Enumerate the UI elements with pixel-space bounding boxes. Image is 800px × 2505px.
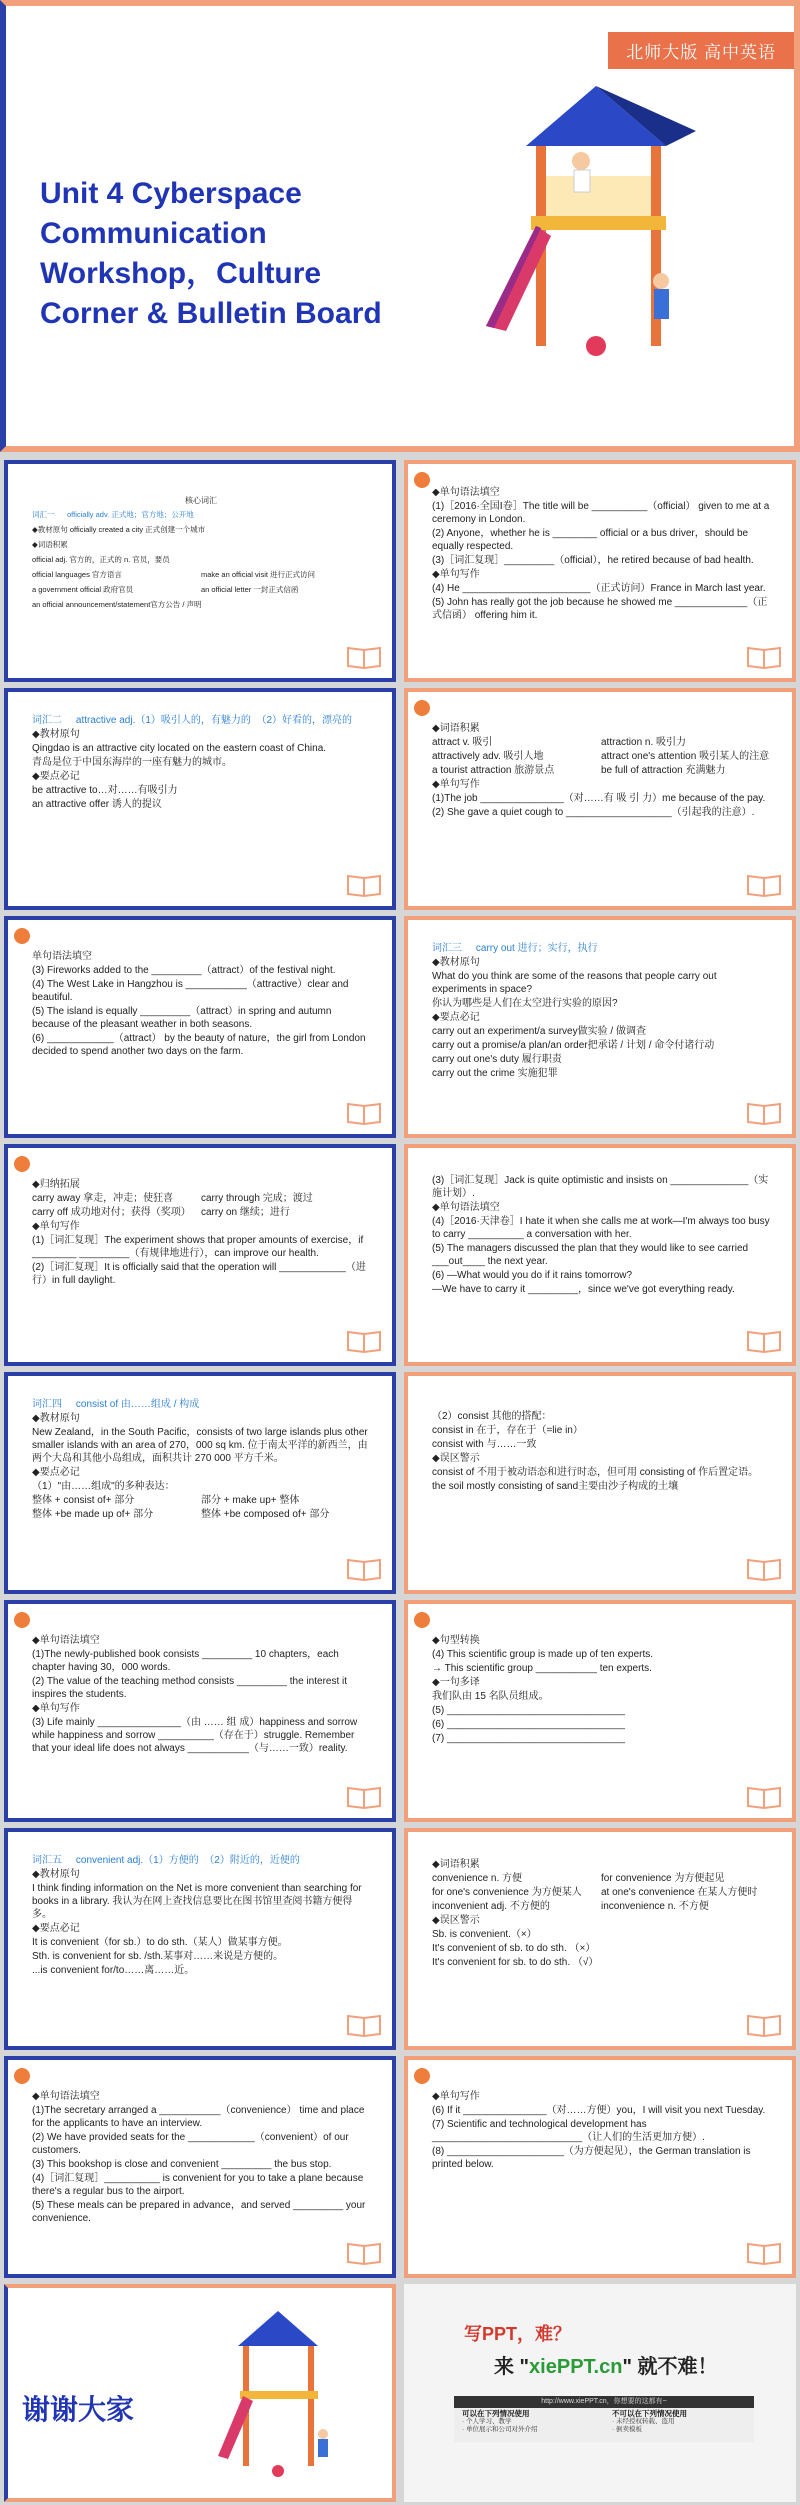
text-line: ◆误区警示 xyxy=(432,1453,480,1464)
text-line: ◆句型转换 xyxy=(432,1635,480,1646)
book-icon xyxy=(346,872,382,898)
text-line: It's convenient for sb. to do sth. （√） xyxy=(432,1957,599,1968)
thanks-text: 谢谢大家 xyxy=(22,2394,135,2425)
text-line: ◆单句写作 xyxy=(432,779,480,790)
text-line: ◆单句语法填空 xyxy=(32,1635,100,1646)
unit-title: Unit 4 Cyberspace Communication Workshop，Culture Corner & Bulletin Board xyxy=(40,177,382,330)
text-line: ◆教材原句 xyxy=(32,1869,80,1880)
text-line: ◆教材原句 xyxy=(32,729,80,740)
slide-convenient-vocab[interactable] xyxy=(4,1828,396,2050)
text-line: inconvenient adj. 不方便的 xyxy=(432,1901,550,1912)
book-icon xyxy=(346,2240,382,2266)
text-line: → This scientific group ___________ ten experts. xyxy=(432,1663,652,1674)
book-icon xyxy=(746,1556,782,1582)
slide-consist-exercises[interactable] xyxy=(4,1600,396,1822)
text-line: (1)［2016·全国Ⅰ卷］The title will be __________（official） given to me at a ceremony in London. xyxy=(432,501,773,525)
text-line: (1)The secretary arranged a ___________（convenience） time and place for the applicants to have an interview. xyxy=(32,2105,368,2129)
text-line: What do you think are some of the reasons that people carry out experiments in space? xyxy=(432,971,720,995)
text-line: an attractive offer 诱人的提议 xyxy=(32,799,162,810)
text-line: for one's convenience 为方便某人 xyxy=(432,1887,582,1898)
slide-consist-translation[interactable] xyxy=(404,1600,796,1822)
slide-attractive-vocab[interactable] xyxy=(4,688,396,910)
text-line: (1)The job _______________（对……有 吸 引 力）me because of the pay. xyxy=(432,793,766,804)
word-title: 词汇一 officially adv. 正式地；官方地；公开地 xyxy=(32,510,194,519)
text-line: ◆要点必记 xyxy=(432,1012,480,1023)
text-line: (1)The newly-published book consists _________ 10 chapters，each chapter having 30，000 words. xyxy=(32,1649,342,1673)
book-icon xyxy=(746,1100,782,1126)
text-line: (5) These meals can be prepared in advance，and served _________ your convenience. xyxy=(32,2200,369,2224)
text-line: consist of 不用于被动语态和进行时态，但可用 consisting of 作后置定语。 xyxy=(432,1467,759,1478)
playground-slide-illustration xyxy=(218,2306,368,2486)
slide-carry-exercises[interactable] xyxy=(404,1144,796,1366)
text-line: (2) The value of the teaching method consists _________ the interest it inspires the students. xyxy=(32,1676,350,1700)
text-line: (6) —What would you do if it rains tomorrow? xyxy=(432,1270,633,1281)
text-line: attract one's attention 吸引某人的注意 xyxy=(601,751,770,762)
book-icon xyxy=(346,644,382,670)
text-line: (6) ____________（attract） by the beauty of nature，the girl from London decided to spend another two days on the farm. xyxy=(32,1033,369,1057)
text-line: (4) He _______________________（正式访问）France in March last year. xyxy=(432,583,766,594)
bullet-dot-icon xyxy=(14,2068,30,2084)
book-icon xyxy=(746,2012,782,2038)
text-line: ◆归纳拓展 xyxy=(32,1179,80,1190)
bullet-dot-icon xyxy=(414,472,430,488)
text-line: ◆一句多译 xyxy=(432,1677,480,1688)
text-line: (7) ________________________________ xyxy=(432,1733,625,1744)
slide-officially-vocab[interactable] xyxy=(4,460,396,682)
ad-allowed-title: 可以在下列情况使用 xyxy=(462,2409,530,2418)
bullet-dot-icon xyxy=(414,700,430,716)
text-line: It's convenient of sb. to do sth. （×） xyxy=(432,1943,596,1954)
cover-slide[interactable] xyxy=(0,0,800,452)
text-line: consist with 与……一致 xyxy=(432,1439,537,1450)
ad-forbidden-title: 不可以在下列情况使用 xyxy=(612,2409,687,2418)
text-line: (4) This scientific group is made up of ten experts. xyxy=(432,1649,654,1660)
text-line: an official letter 一封正式信函 xyxy=(201,585,299,594)
text-line: (3) Fireworks added to the _________（attract）of the festival night. xyxy=(32,965,336,976)
text-line: (3) This bookshop is close and convenient _________ the bus stop. xyxy=(32,2159,332,2170)
text-line: carry out an experiment/a survey做实验 / 做调查 xyxy=(432,1026,646,1037)
text-line: ◆单句语法填空 xyxy=(432,1202,500,1213)
book-icon xyxy=(746,644,782,670)
bullet-dot-icon xyxy=(414,1612,430,1628)
text-line: (1)［词汇复现］The experiment shows that proper amounts of exercise，if ________ _________（有规律地进行），can improve our health. xyxy=(32,1235,367,1259)
text-line: an official announcement/statement官方公告 / 声明 xyxy=(32,600,202,609)
text-line: ◆单句写作 xyxy=(32,1221,80,1232)
text-line: (5) John has really got the job because he showed me _____________（正式信函） offering him it. xyxy=(432,597,768,621)
text-line: ◆要点必记 xyxy=(32,771,80,782)
ad-usage-panel xyxy=(454,2408,754,2442)
text-line: for convenience 为方便起见 xyxy=(601,1873,725,1884)
bullet-dot-icon xyxy=(14,1612,30,1628)
ad-allowed-text: · 个人学习、教学 · 单位展示和公司对外介绍 xyxy=(462,2418,538,2433)
book-icon xyxy=(346,1100,382,1126)
ad-headline: 写PPT，难？ xyxy=(464,2324,572,2344)
ad-forbidden-text: · 未经授权转载、盗用 · 倒卖模板 xyxy=(612,2418,675,2433)
text-line: be attractive to…对……有吸引力 xyxy=(32,785,178,796)
text-line: inconvenience n. 不方便 xyxy=(601,1901,709,1912)
text-line: I think finding information on the Net is more convenient than searching for books in a library. 我认为在网上查找信息要比在图书馆里查阅书籍方便得多。 xyxy=(32,1883,365,1920)
text-line: (6) If it _______________（对……方便）you，I will visit you next Tuesday. xyxy=(432,2105,766,2116)
word-title: 词汇五 convenient adj.（1）方便的 （2）附近的，近便的 xyxy=(32,1855,300,1866)
text-line: ◆教材原句 xyxy=(432,957,480,968)
text-line: the soil mostly consisting of sand主要由沙子构成的土壤 xyxy=(432,1481,679,1492)
text-line: 整体 +be made up of+ 部分 xyxy=(32,1509,154,1520)
slide-convenient-exercises[interactable] xyxy=(4,2056,396,2278)
text-line: carry through 完成；渡过 xyxy=(201,1193,313,1204)
book-icon xyxy=(746,1784,782,1810)
text-line: attract v. 吸引 xyxy=(432,737,493,748)
text-line: Qingdao is an attractive city located on the eastern coast of China. xyxy=(32,743,327,754)
text-line: It is convenient（for sb.）to do sth.（某人）做某事方便。 xyxy=(32,1937,288,1948)
section-heading: 核心词汇 xyxy=(185,496,217,505)
word-title: 词汇三 carry out 进行；实行，执行 xyxy=(432,943,598,954)
text-line: (4) The West Lake in Hangzhou is ___________（attractive）clear and beautiful. xyxy=(32,979,352,1003)
ad-url-bar: http://www.xiePPT.cn，你想要的这都有~ xyxy=(454,2396,754,2408)
text-line: Sb. is convenient.（×） xyxy=(432,1929,537,1940)
text-line: (6) ________________________________ xyxy=(432,1719,625,1730)
text-line: carry away 拿走，冲走；使狂喜 xyxy=(32,1193,174,1204)
text-line: Sth. is convenient for sb. /sth.某事对……来说是方便的。 xyxy=(32,1951,284,1962)
text-line: (3)［词汇复现］_________（official），he retired because of bad health. xyxy=(432,555,754,566)
text-line: at one's convenience 在某人方便时 xyxy=(601,1887,758,1898)
text-line: (8) _____________________（为方便起见），the German translation is printed below. xyxy=(432,2146,754,2170)
text-line: carry out the crime 实施犯罪 xyxy=(432,1068,558,1079)
bullet-dot-icon xyxy=(14,1156,30,1172)
text-line: carry out a promise/a plan/an order把承诺 / 计划 / 命令付诸行动 xyxy=(432,1040,715,1051)
slide-consist-of-vocab[interactable] xyxy=(4,1372,396,1594)
text-line: carry off 成功地对付；获得（奖项） xyxy=(32,1207,191,1218)
text-line: a government official 政府官员 xyxy=(32,585,134,594)
edition-tag: 北师大版 高中英语 xyxy=(608,32,794,69)
text-line: ◆单句写作 xyxy=(432,569,480,580)
book-icon xyxy=(346,1556,382,1582)
text-line: convenience n. 方便 xyxy=(432,1873,523,1884)
text-line: ◆要点必记 xyxy=(32,1467,80,1478)
text-line: carry out one's duty 履行职责 xyxy=(432,1054,562,1065)
text-line: (5) ________________________________ xyxy=(432,1705,625,1716)
text-line: ...is convenient for/to……离……近。 xyxy=(32,1965,195,1976)
slide-carry-expansion[interactable] xyxy=(4,1144,396,1366)
bullet-dot-icon xyxy=(14,928,30,944)
ad-tagline: 来 "xiePPT.cn" 就不难！ xyxy=(494,2356,718,2378)
text-line: (2) We have provided seats for the ____________（convenient）of our customers. xyxy=(32,2132,352,2156)
text-line: make an official visit 进行正式访问 xyxy=(201,570,316,579)
text-line: ◆单句语法填空 xyxy=(432,487,500,498)
text-line: attraction n. 吸引力 xyxy=(601,737,687,748)
text-line: (3) Life mainly _______________（由 …… 组 成）happiness and sorrow while happiness and sorrow __________（存在于）struggle. Remember that your ideal life does not always ___________（与……一致）reality. xyxy=(32,1717,360,1754)
text-line: a tourist attraction 旅游景点 xyxy=(432,765,555,776)
slide-consist-collocations[interactable] xyxy=(404,1372,796,1594)
bullet-dot-icon xyxy=(414,2068,430,2084)
slide-attractive-exercises[interactable] xyxy=(4,916,396,1138)
text-line: ◆单句写作 xyxy=(432,2091,480,2102)
playground-slide-illustration xyxy=(486,76,756,376)
text-line: (2) She gave a quiet cough to ___________________（引起我的注意）. xyxy=(432,807,755,818)
book-icon xyxy=(746,872,782,898)
text-line: ◆教材原句 officially created a city 正式创建一个城市 xyxy=(32,525,206,534)
text-line: (3)［词汇复现］Jack is quite optimistic and insists on ______________（实施计划）. xyxy=(432,1175,769,1199)
slide-official-exercises[interactable] xyxy=(404,460,796,682)
slide-carry-out-vocab[interactable] xyxy=(404,916,796,1138)
book-icon xyxy=(346,1328,382,1354)
text-line: 我们队由 15 名队员组成。 xyxy=(432,1691,549,1702)
slide-attract-words[interactable] xyxy=(404,688,796,910)
text-line: 单句语法填空 xyxy=(32,951,92,962)
text-line: (7) Scientific and technological development has ___________________________（让人们的生活更加方便）. xyxy=(432,2119,705,2143)
text-line: ◆单句写作 xyxy=(32,1703,80,1714)
text-line: (5) The island is equally _________（attract）in spring and autumn because of the pleasant weather in both seasons. xyxy=(32,1006,335,1030)
text-line: 青岛是位于中国东海岸的一座有魅力的城市。 xyxy=(32,757,232,768)
text-line: 整体 + consist of+ 部分 xyxy=(32,1495,135,1506)
text-line: ◆要点必记 xyxy=(32,1923,80,1934)
book-icon xyxy=(746,1328,782,1354)
book-icon xyxy=(346,2012,382,2038)
text-line: ◆词语积累 xyxy=(432,723,480,734)
slide-thanks[interactable] xyxy=(4,2284,396,2502)
book-icon xyxy=(346,1784,382,1810)
text-line: 整体 +be composed of+ 部分 xyxy=(201,1509,330,1520)
text-line: 你认为哪些是人们在太空进行实验的原因? xyxy=(432,998,618,1009)
text-line: （2）consist 其他的搭配： xyxy=(432,1411,552,1422)
text-line: carry on 继续；进行 xyxy=(201,1207,290,1218)
text-line: ◆词语积累 xyxy=(32,540,68,549)
text-line: ◆教材原句 xyxy=(32,1413,80,1424)
text-line: (4)［2016·天津卷］I hate it when she calls me at work—I'm always too busy to carry __________ a conversation with her. xyxy=(432,1216,773,1240)
slide-advert[interactable] xyxy=(404,2284,796,2502)
text-line: official languages 官方语言 xyxy=(32,570,122,579)
slide-convenience-words[interactable] xyxy=(404,1828,796,2050)
text-line: 部分 + make up+ 整体 xyxy=(201,1495,300,1506)
text-line: (2) Anyone，whether he is ________ official or a bus driver，should be equally respected. xyxy=(432,528,751,552)
text-line: attractively adv. 吸引人地 xyxy=(432,751,544,762)
text-line: (2)［词汇复现］It is officially said that the operation will ____________（进行）in full daylight. xyxy=(32,1262,366,1286)
text-line: be full of attraction 充满魅力 xyxy=(601,765,726,776)
book-icon xyxy=(746,2240,782,2266)
text-line: —We have to carry it _________，since we've got everything ready. xyxy=(432,1284,735,1295)
text-line: consist in 在于，存在于（=lie in） xyxy=(432,1425,583,1436)
text-line: ◆单句语法填空 xyxy=(32,2091,100,2102)
text-line: (5) The managers discussed the plan that they would like to see carried ___out____ the next year. xyxy=(432,1243,751,1267)
word-title: 词汇二 attractive adj.（1）吸引人的，有魅力的 （2）好看的，漂亮的 xyxy=(32,715,353,726)
text-line: ◆词语积累 xyxy=(432,1859,480,1870)
text-line: （1）"由……组成"的多种表达： xyxy=(32,1481,175,1492)
text-line: New Zealand，in the South Pacific，consists of two large islands plus other smaller islands with an area of 270，000 sq km. 位于南太平洋的新西兰，由两个大岛和其他小岛组成，面积共计 270 000 平方千米。 xyxy=(32,1427,371,1464)
slide-convenient-writing[interactable] xyxy=(404,2056,796,2278)
ad-site-link[interactable]: xiePPT.cn xyxy=(529,2356,623,2378)
word-title: 词汇四 consist of 由……组成 / 构成 xyxy=(32,1399,200,1410)
text-line: ◆误区警示 xyxy=(432,1915,480,1926)
text-line: (4)［词汇复现］__________ is convenient for you to take a plane because there's a regular bus to the airport. xyxy=(32,2173,367,2197)
text-line: official adj. 官方的，正式的 n. 官员，要员 xyxy=(32,555,170,564)
